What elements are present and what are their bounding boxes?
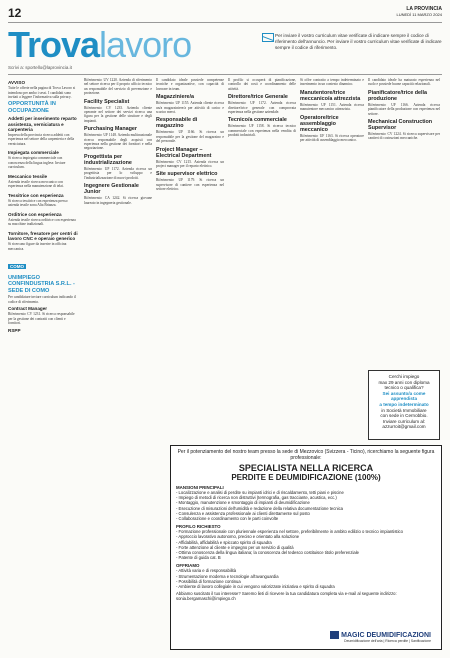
left-job-item [8, 212, 78, 227]
avviso-text: Tutte le offerte nella pagina di Trova Lavoro si intendono per ambo i sessi. I candidati sono invitati a leggere l'informativa sulla privacy. [8, 86, 76, 100]
job-article-text: Riferimento: CV 1215. Azienda ricerca un project manager per il reparto elettrico. [156, 159, 224, 169]
box-line2: max 29 anni con diploma [378, 379, 430, 385]
job-article [228, 117, 296, 137]
company-name: UNIMPIEGO CONFINDUSTRIA S.R.L. - SEDE DI COMO [8, 274, 75, 294]
box-line5: a tempo indeterminato [379, 401, 429, 407]
ad-offer-list [176, 568, 436, 589]
paper-name: LA PROVINCIA [406, 6, 442, 12]
job-article-title: Manutentore/trice meccanico/a attrezzista [300, 89, 361, 102]
left-job-item [8, 116, 78, 146]
section-title-bold: Trova [8, 24, 100, 65]
page-header [8, 6, 442, 23]
job-article-title: Ingegnere Gestionale Junior [84, 183, 139, 196]
ad-profile-list [176, 529, 436, 560]
section-opportunita: OPPORTUNITÀ IN OCCUPAZIONE [8, 101, 56, 114]
avviso-head: AVVISO [8, 80, 26, 85]
left-job-item [8, 231, 78, 251]
ad-list-item: - Forte attenzione al cliente e impegno per un servizio di qualità [176, 544, 294, 550]
column-4 [300, 78, 364, 443]
left-job-text: Impresa della provincia ricerca addetti con esperienza nel settore della carpenteria e della verniciatura. [8, 133, 75, 146]
section-note: Per inviare il vostro curriculum vitae verificate di indicare sempre il codice di riferimento dell'annuncio. Per inviare il vostro curriculum vitae verificate di indicare sempre il codice di riferimento. [275, 33, 442, 50]
left-job-item [8, 150, 78, 169]
ad-list-item: - Localizzazione e analisi di perdite su impianti idrici e di riscaldamento, tetti piani e piscine [176, 490, 344, 495]
job-article-title: Tecnico/a commerciale [228, 117, 287, 124]
header-divider [8, 74, 442, 75]
ad-list-item: - Ottima conoscenza della lingua italiana; la conoscenza del tedesco costituisce titolo preferenziale [176, 550, 359, 556]
ad-list-item: - Esecuzione di misurazioni dell'umidità e redazione della relativa documentazione tecnica [176, 505, 343, 511]
job-article-text: Riferimento: UF 1155. Azienda cliente ricerca un/a magazziniere/a per attività di carico e scarico merci. [156, 101, 224, 115]
logo-mark-icon [330, 631, 339, 639]
section-title-light: lavoro [99, 24, 192, 65]
column-5 [368, 78, 440, 368]
left-job-title: Tornitore, fresatore per centri di lavoro CNC e operaio generico [8, 230, 78, 241]
company-text: Per candidature inviare curriculum indicando il codice di riferimento. [8, 295, 76, 304]
job-article [84, 78, 152, 96]
job-article-title: Direttore/trice Generale [228, 94, 288, 101]
job-article-text: Riferimento: UF 1166. Si ricerca un responsabile per la gestione del magazzino e del personale. [156, 130, 224, 144]
box-email[interactable]: azzurroit@gmail.com [382, 424, 426, 430]
ad-list-item: - Formazione professionale con pluriennale esperienza nel settore, preferibilmente in ambito edilizio o tecnico impiantistico [176, 529, 403, 535]
job-article-title: Purchasing Manager [84, 126, 138, 133]
box-line3: tecnico o qualifica? [384, 385, 424, 391]
rspp-title: RSPP [8, 327, 21, 333]
left-job-list [8, 116, 78, 251]
apprentice-ad [368, 370, 440, 440]
job-article-text: Riferimento: CA 1242. Si ricerca giovane laureato in ingegneria gestionale. [84, 196, 152, 205]
job-article-text: Riferimento: UF 1148. Azienda multinazionale ricerca responsabile degli acquisti con esperienza nella gestione dei fornitori e nella negoziazione. [84, 133, 152, 151]
box-line8: Inviare curriculum al: [382, 418, 426, 424]
job-article-text: Riferimento: CV 1224. Si ricerca supervisore per cantieri di costruzioni meccaniche. [368, 132, 440, 141]
box-line4: Sei assunto/a come apprendista [382, 390, 426, 402]
contract-text: Riferimento: CV 1231. Si ricerca responsabile per la gestione dei contratti con clienti e fornitori. [8, 312, 75, 326]
leak-detection-ad [170, 445, 442, 650]
job-article [156, 94, 224, 114]
ad-footer: Abbiamo suscitato il tuo interesse? Saremo lieti di ricevere la tua candidatura completa via e-mail al seguente indirizzo: sonia.bergamaschi@impiego.ch [176, 591, 397, 602]
job-article-title: Magazziniere/a [156, 94, 195, 101]
left-job-title: Tessitrice con esperienza [8, 192, 64, 198]
box-line7: con sede in Cernobbio. [380, 413, 428, 419]
ad-section-profile: PROFILO RICHIESTO [176, 524, 221, 530]
box-line1: Cerchi impiego [388, 374, 420, 379]
job-article [84, 183, 152, 205]
left-job-item [8, 193, 78, 208]
left-job-title: Addetti per inserimento reparto assistenza, verniciatura e carpenteria [8, 116, 77, 132]
job-article-text: Si offre contratto a tempo indeterminato e inserimento in un contesto dinamico. [300, 78, 364, 87]
ad-list-item: - Affidabilità, affidabilità e spiccato spirito di squadra [176, 539, 272, 545]
ad-list-item: - Ambiente di lavoro collegiale in cui vengono valorizzate iniziativa e spirito di squadra [176, 584, 335, 590]
job-article-text: Riferimento: UF 1166. Azienda ricerca pianificatore della produzione con esperienza nel settore. [368, 102, 440, 116]
job-article [300, 115, 364, 143]
job-article-text: Riferimento: UP 1172. Azienda ricerca un progettista per lo sviluppo e l'industrializzazione di nuovi prodotti. [84, 166, 152, 180]
section-title [8, 26, 191, 64]
ad-lead: Per il potenziamento del nostro team presso la sede di Mezzovico (Svizzera - Ticino), ricerchiamo la seguente figura professionale: [177, 449, 435, 461]
left-job-text: Azienda tessile ricerca orditrice con esperienza su macchine tradizionali. [8, 217, 76, 227]
ad-list-item: - Possibilità di formazione continua [176, 578, 241, 584]
job-article [84, 126, 152, 151]
ad-section-offer: OFFRIAMO [176, 563, 200, 569]
job-article-title: Responsabile di magazzino [156, 117, 198, 130]
job-article [300, 78, 364, 87]
job-article-title: Progettista per industrializzazione [84, 153, 132, 166]
contract-title: Contract Manager [8, 306, 48, 312]
job-article [156, 117, 224, 143]
job-article-text: Riferimento: UF 1158. Si ricerca tecnico commerciale con esperienza nella vendita di prodotti industriali. [228, 124, 296, 138]
job-article-text: Il candidato ideale ha maturato esperienza nel ruolo e possiede buone capacità relazionali. [368, 78, 440, 87]
ad-task-list [176, 490, 436, 521]
ad-section-tasks: MANSIONI PRINCIPALI [176, 485, 224, 490]
job-article [228, 94, 296, 114]
left-job-title: Impiegata commerciale [8, 150, 59, 156]
left-job-text: Si ricerca tessitrice con esperienza presso azienda tessile zona Alta Brianza. [8, 198, 68, 208]
paper-date: LUNEDÌ 11 MARZO 2024 [396, 12, 442, 17]
section-byline: Scrivi a: sportello@laprovincia.it [8, 65, 72, 70]
job-article [368, 119, 440, 141]
job-article-title: Site supervisor elettrico [156, 171, 218, 178]
box-line6: in Società Immobiliare [381, 407, 427, 413]
job-article-title: Mechanical Construction Supervisor [368, 119, 433, 132]
job-article-title: Project Manager – Electrical Department [156, 146, 212, 159]
job-article [156, 147, 224, 169]
job-article-text: Riferimento: UF 1172. Azienda ricerca direttore/trice generale con comprovata esperienza nella gestione aziendale. [228, 101, 296, 115]
left-job-item [8, 174, 78, 189]
left-column [8, 78, 78, 650]
page-number: 12 [8, 6, 22, 20]
left-job-title: Meccanico tessile [8, 173, 48, 179]
column-1 [84, 78, 152, 650]
column-3 [228, 78, 296, 443]
logo-subtitle: Deumidificazione dell'aria | Ricerca perdite | Sanificazione [344, 639, 431, 643]
job-article-text: Riferimento: UF 1151. Azienda ricerca manutentore meccanico attrezzista. [300, 102, 364, 112]
ad-list-item: - Collaborazione e coordinamento con le parti coinvolte [176, 516, 279, 522]
job-article-title: Operatore/trice assemblaggio meccanico [300, 114, 339, 133]
ad-list-item: - Approccio lavorativo autonomo, preciso e orientato alla soluzione [176, 534, 300, 540]
job-article [84, 154, 152, 180]
job-article [228, 78, 296, 91]
job-article-text: Il candidato ideale possiede competenze tecniche e organizzative, con capacità di lavorare in team. [156, 78, 224, 91]
left-job-text: Azienda tessile ricerca meccanico con esperienza nella manutenzione di telai. [8, 179, 64, 189]
job-article [156, 78, 224, 91]
ad-list-item: - Attività varia e di responsabilità [176, 568, 237, 574]
job-article [84, 99, 152, 124]
job-article-title: Facility Specialist [84, 98, 130, 105]
ad-headline-1: SPECIALISTA NELLA RICERCA [238, 463, 374, 473]
job-article-text: Riferimento: UF 1179. Si ricerca un supervisore di cantiere con esperienza nel settore elettrico. [156, 178, 224, 192]
job-article [368, 78, 440, 87]
job-article-text: Riferimento: UV 1220. Azienda di riferimento nel settore ricerca per il proprio ufficio tecnico un responsabile del servizio di prevenzione e protezione. [84, 78, 152, 96]
ad-list-item: - Patente di guida cat. B [176, 555, 221, 561]
left-job-title: Orditrice con esperienza [8, 211, 62, 217]
left-job-text: Si ricerca impiegata commerciale con conoscenza della lingua inglese. Inviare curriculum. [8, 156, 66, 170]
job-article [368, 90, 440, 116]
paper-info [397, 6, 443, 17]
job-article [156, 171, 224, 191]
job-article-title: Pianificatore/trice della produzione [368, 89, 428, 102]
ad-headline-2: PERDITE E DEUMIDIFICAZIONE (100%) [231, 473, 381, 482]
company-logo: MAGIC DEUMIDIFICAZIONI Deumidificazione dell'aria | Ricerca perdite | Sanificazione [330, 631, 431, 643]
job-article-text: Riferimento: UF 1163. Si ricerca operatore per attività di assemblaggio meccanico. [300, 133, 364, 143]
envelope-icon [262, 33, 274, 42]
job-article-text: Riferimento: CV 1235. Azienda cliente operante nel settore dei servizi ricerca una figura per la gestione delle strutture e degli impianti. [84, 105, 152, 123]
ad-list-item: - Strumentazione moderna e tecnologie all'avanguardia [176, 573, 279, 579]
job-article-text: Il profilo si occuperà di pianificazione, controllo dei costi e coordinamento delle attività. [228, 78, 296, 91]
como-tag: COMO [10, 263, 24, 269]
ad-list-item: - Impiego di metodi di ricerca non distruttivi (termografia, gas tracciante, acustica, ecc.) [176, 495, 337, 501]
ad-list-item: - Montaggio, manutenzione e smontaggio di impianti di deumidificazione [176, 500, 310, 506]
job-article [300, 90, 364, 112]
left-job-text: Si ricercano figure da inserire in officina meccanica. [8, 242, 67, 251]
ad-list-item: - Consulenza e assistenza professionale ai clienti direttamente sul posto [176, 510, 310, 516]
